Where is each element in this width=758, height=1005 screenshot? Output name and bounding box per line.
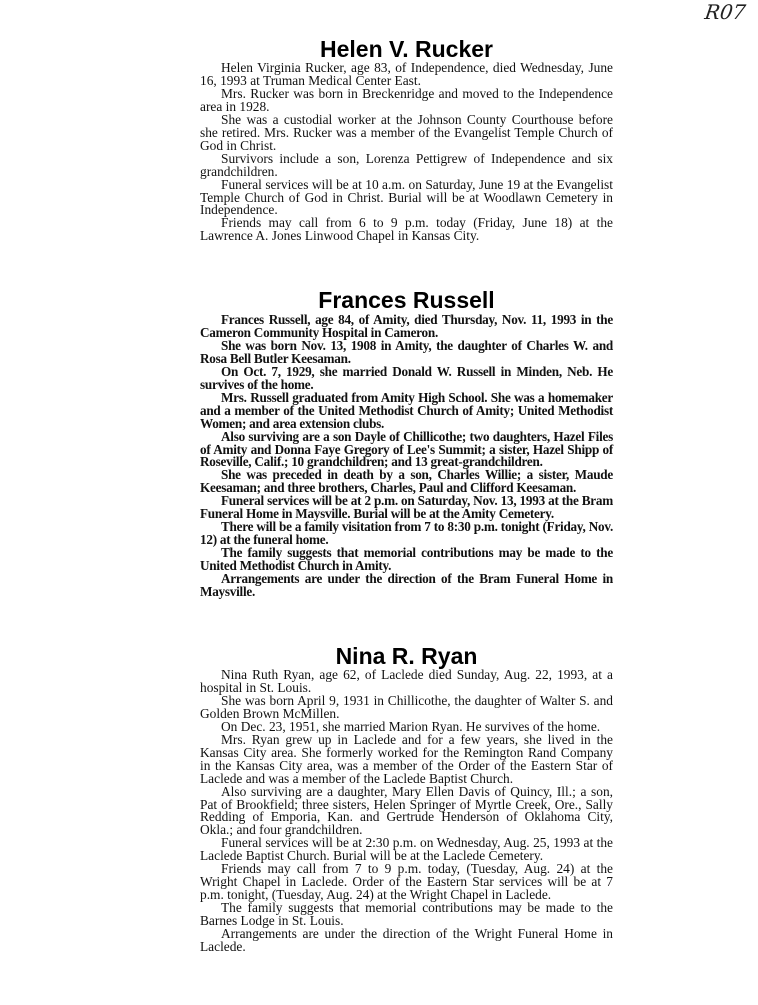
obituary-paragraph: Arrangements are under the direction of the Bram Funeral Home in Maysville. bbox=[200, 571, 613, 600]
obituary-paragraph: Friends may call from 7 to 9 p.m. today, (Tuesday, Aug. 24) at the Wright Chapel in Laclede. Order of the Eastern Star services will be at 7 p.m. tonight, (Tuesday, Aug. 24) at the Wright Chapel in Laclede. bbox=[200, 861, 613, 903]
obituary-paragraph: On Oct. 7, 1929, she married Donald W. Russell in Minden, Neb. He survives of the home. bbox=[200, 363, 613, 392]
obituary-paragraph: Arrangements are under the direction of the Wright Funeral Home in Laclede. bbox=[200, 926, 613, 955]
obituary-paragraph: She was born April 9, 1931 in Chillicothe, the daughter of Walter S. and Golden Brown McMillen. bbox=[200, 692, 613, 721]
obituary-paragraph: She was born Nov. 13, 1908 in Amity, the daughter of Charles W. and Rosa Bell Butler Keesaman. bbox=[200, 337, 613, 366]
obituary-paragraph: Mrs. Russell graduated from Amity High School. She was a homemaker and a member of the United Methodist Church of Amity; United Methodist Women; and area extension clubs. bbox=[200, 389, 613, 431]
obituary-paragraph: Funeral services will be at 2:30 p.m. on Wednesday, Aug. 25, 1993 at the Laclede Baptist Church. Burial will be at the Laclede Cemetery. bbox=[200, 835, 613, 864]
obituary-headline: Nina R. Ryan bbox=[335, 643, 478, 669]
obituary-paragraph: She was a custodial worker at the Johnson County Courthouse before she retired. Mrs. Rucker was a member of the Evangelist Temple Church of God in Christ. bbox=[200, 111, 613, 153]
obituary-paragraph: Funeral services will be at 10 a.m. on Saturday, June 19 at the Evangelist Temple Church of God in Christ. Burial will be at Woodlawn Cemetery in Independence. bbox=[200, 176, 613, 218]
obituary-nina-ryan bbox=[200, 643, 613, 954]
obituary-paragraph: Also surviving are a daughter, Mary Ellen Davis of Quincy, Ill.; a son, Pat of Brookfield; three sisters, Helen Springer of Myrtle Creek, Ore., Sally Redding of Emporia, Kan. and Gertrude Henderson of Oklahoma City, Okla.; and four grandchildren. bbox=[200, 783, 613, 838]
obituary-headline: Frances Russell bbox=[318, 287, 495, 313]
obituary-paragraph: There will be a family visitation from 7 to 8:30 p.m. tonight (Friday, Nov. 12) at the funeral home. bbox=[200, 519, 613, 548]
obituary-paragraph: Mrs. Rucker was born in Breckenridge and moved to the Independence area in 1928. bbox=[200, 85, 613, 114]
obituary-paragraph: Frances Russell, age 84, of Amity, died Thursday, Nov. 11, 1993 in the Cameron Community Hospital in Cameron. bbox=[200, 312, 613, 340]
obituary-helen-rucker bbox=[200, 36, 613, 243]
obituary-paragraph: The family suggests that memorial contributions may be made to the Barnes Lodge in St. Louis. bbox=[200, 900, 613, 929]
obituary-paragraph: Mrs. Ryan grew up in Laclede and for a few years, she lived in the Kansas City area. She formerly worked for the Remington Rand Company in the Kansas City area, was a member of the Order of the Eastern Star of Laclede and was a member of the Laclede Baptist Church. bbox=[200, 731, 613, 786]
obituary-paragraph: Also surviving are a son Dayle of Chillicothe; two daughters, Hazel Files of Amity and Donna Faye Gregory of Lee's Summit; a sister, Hazel Shipp of Roseville, Calif.; 10 grandchildren; and 13 great-grandchildren. bbox=[200, 428, 613, 470]
handwritten-page-number: R07 bbox=[703, 0, 748, 24]
obituary-headline: Helen V. Rucker bbox=[319, 36, 494, 62]
obituary-paragraph: Helen Virginia Rucker, age 83, of Independence, died Wednesday, June 16, 1993 at Truman Medical Center East. bbox=[200, 60, 613, 88]
obituary-paragraph: Survivors include a son, Lorenza Pettigrew of Independence and six grandchildren. bbox=[200, 150, 613, 179]
obituary-paragraph: Friends may call from 6 to 9 p.m. today (Friday, June 18) at the Lawrence A. Jones Linwood Chapel in Kansas City. bbox=[200, 215, 613, 244]
obituary-paragraph: The family suggests that memorial contributions may be made to the United Methodist Church in Amity. bbox=[200, 545, 613, 574]
obituary-paragraph: On Dec. 23, 1951, she married Marion Ryan. He survives of the home. bbox=[221, 718, 601, 734]
obituary-paragraph: Nina Ruth Ryan, age 62, of Laclede died Sunday, Aug. 22, 1993, at a hospital in St. Louis. bbox=[200, 667, 613, 695]
obituary-frances-russell bbox=[200, 287, 613, 599]
obituary-paragraph: She was preceded in death by a son, Charles Willie; a sister, Maude Keesaman; and three brothers, Charles, Paul and Clifford Keesaman. bbox=[200, 467, 613, 496]
obituary-paragraph: Funeral services will be at 2 p.m. on Saturday, Nov. 13, 1993 at the Bram Funeral Home in Maysville. Burial will be at the Amity Cemetery. bbox=[200, 493, 613, 522]
